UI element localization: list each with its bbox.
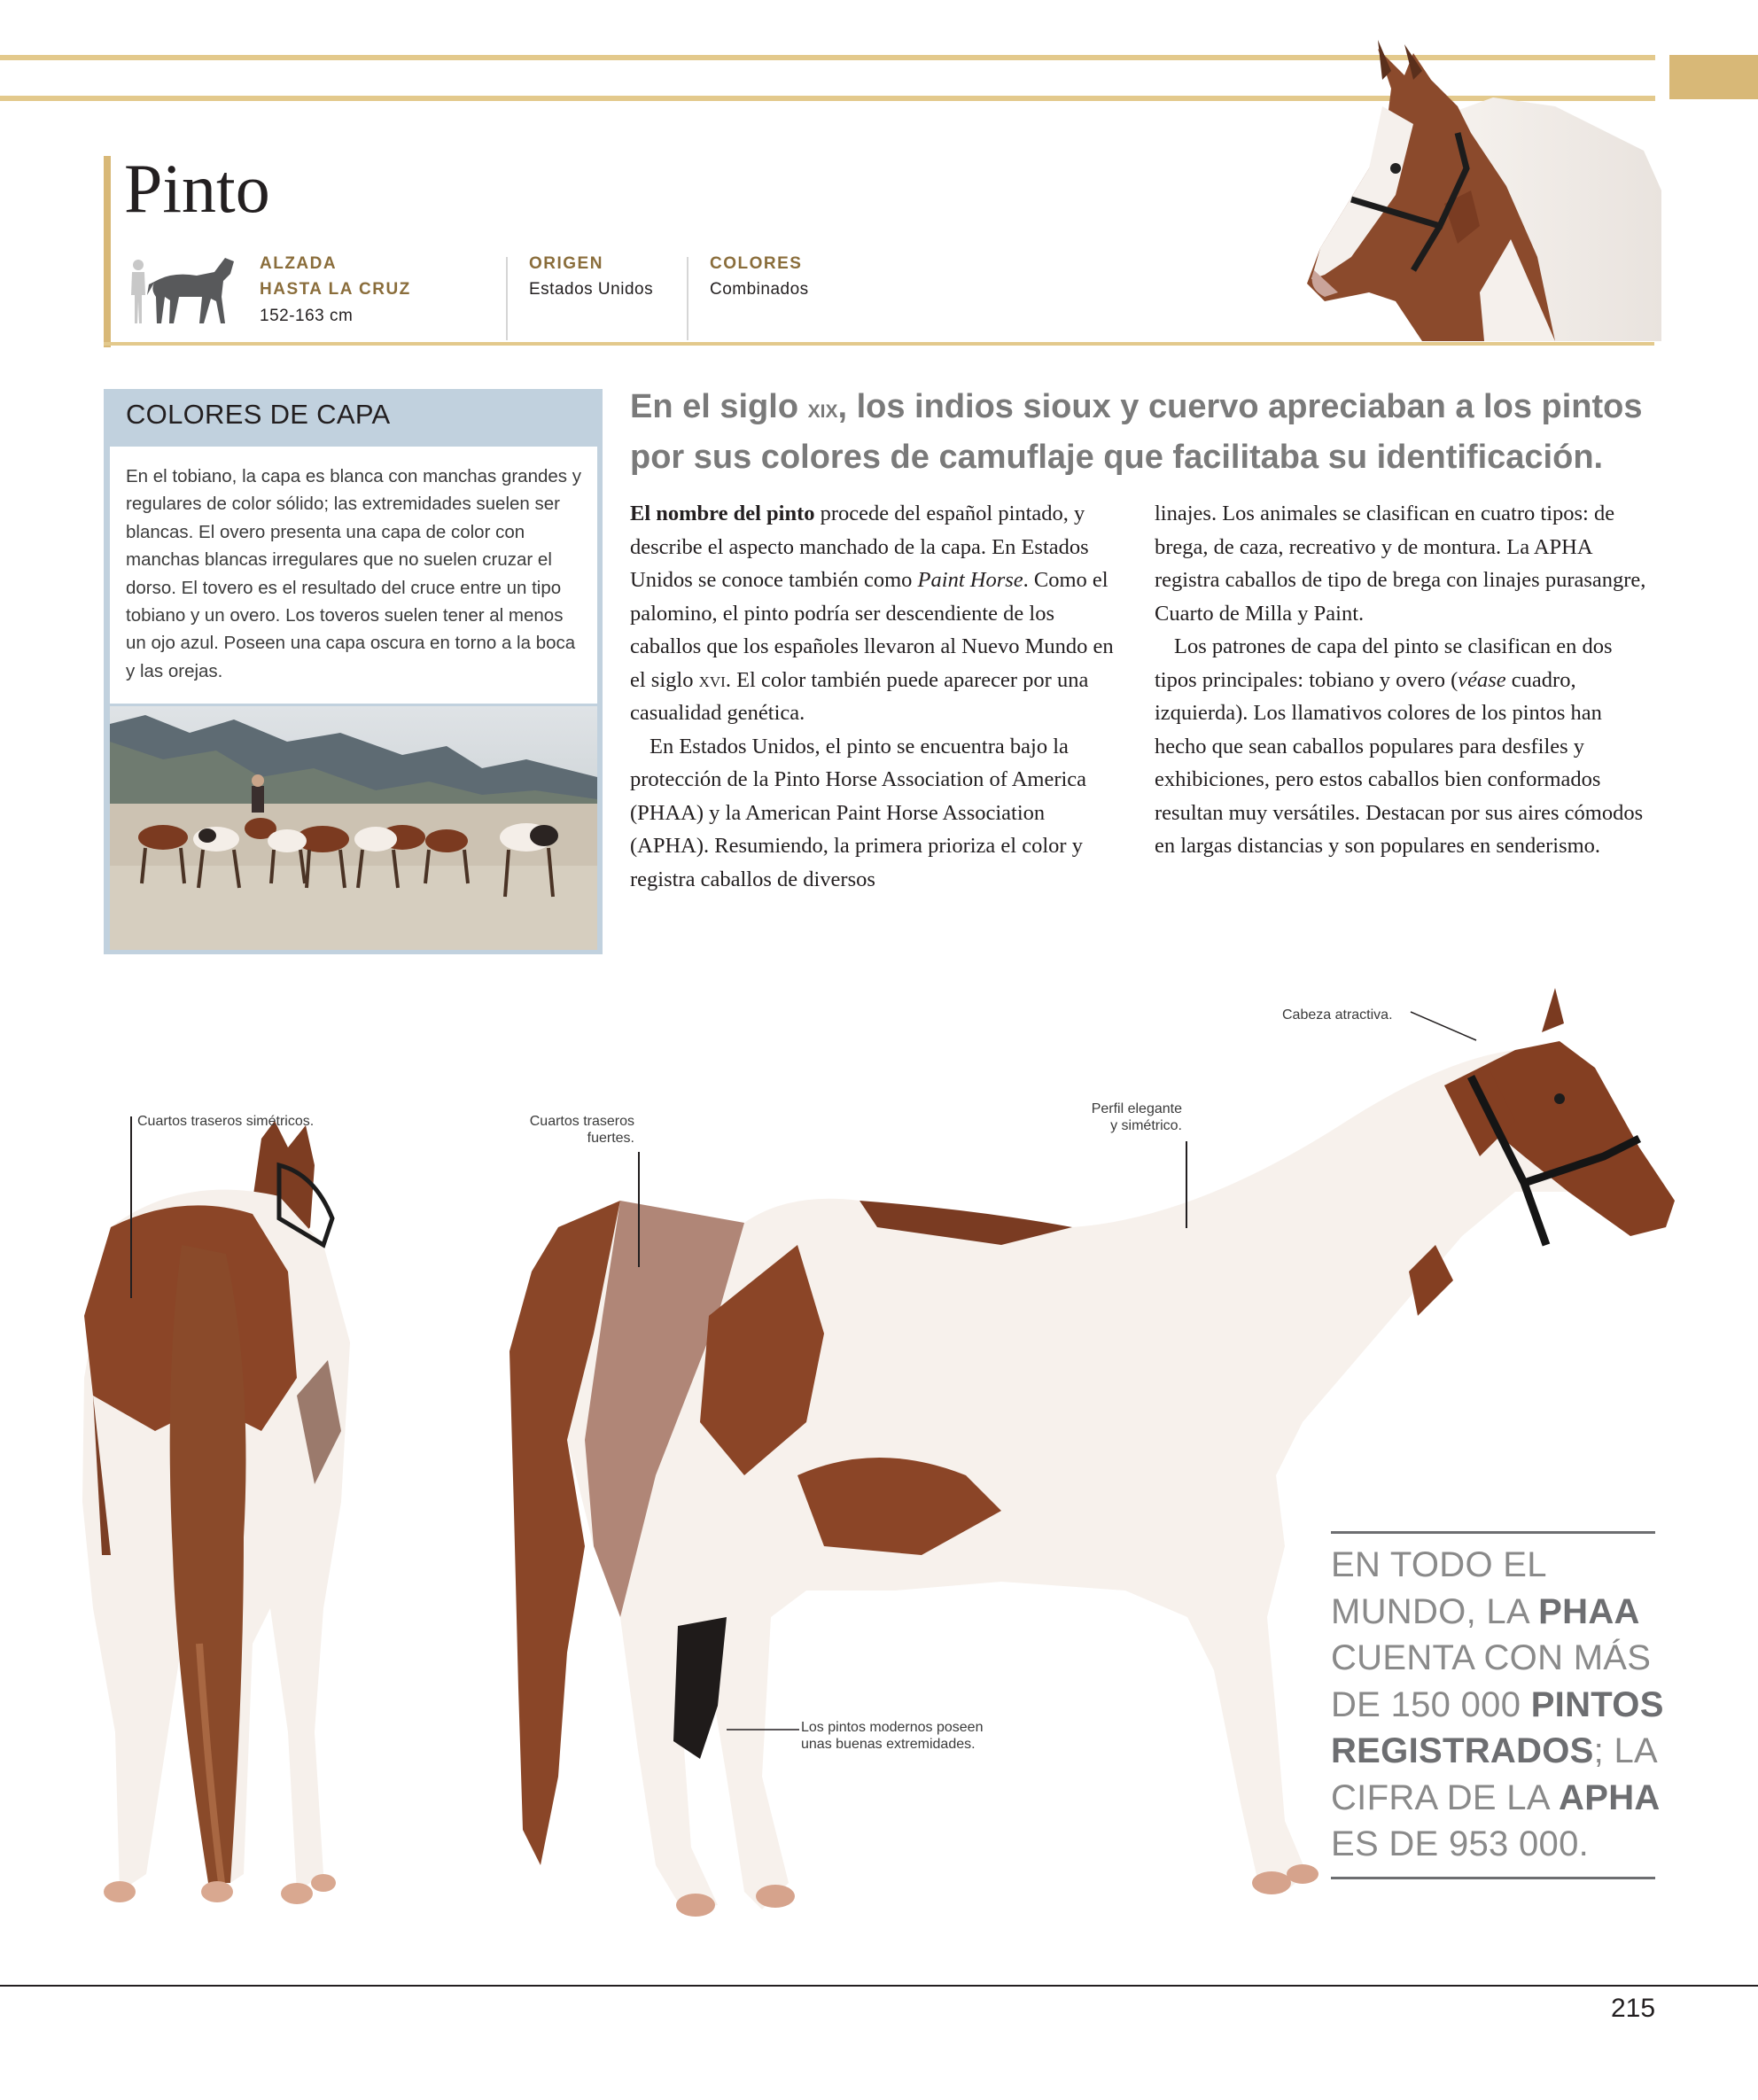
pull-quote: EN TODO EL MUNDO, LA PHAA CUENTA CON MÁS DE 150 000 PINTOS REGISTRADOS; LA CIFRA DE LA APHA ES DE 953 000. — [1331, 1545, 1664, 1863]
fact-divider — [687, 257, 688, 340]
header-bottom-rule — [104, 342, 1654, 346]
body-paragraph: En Estados Unidos, el pinto se encuentra bajo la protección de la Pinto Horse Association of America (PHAA) y la American Paint Horse Association (APHA). Resumiendo, la primera prioriza el color y registra caballos de diversos — [630, 734, 1087, 891]
page-title: Pinto — [124, 150, 270, 227]
coat-colors-heading: COLORES DE CAPA — [126, 399, 391, 430]
callout-profile: Perfil elegante y simétrico. — [1091, 1101, 1182, 1133]
callout-legs-leader — [727, 1728, 801, 1731]
callout-legs: Los pintos modernos poseen unas buenas extremidades. — [801, 1720, 984, 1752]
pinto-rear-view-photo — [75, 1112, 465, 1941]
callout-profile-leader — [1186, 1141, 1187, 1228]
horse-head-portrait — [1289, 35, 1661, 346]
page-number: 215 — [1611, 1994, 1656, 2023]
origin-value: Estados Unidos — [529, 280, 654, 299]
fact-divider — [506, 257, 508, 340]
body-paragraph: Los patrones de capa del pinto se clasifican en dos tipos principales: tobiano y overo (véase cuadro, izquierda). Los llamativos colores de los pintos han hecho que sean caballos populares para desfiles y exhibiciones, pero estos caballos bien conformados resultan muy versátiles. Destacan por sus aires cómodos en largas distancias y son populares en senderismo. — [1155, 634, 1644, 858]
coat-colors-body — [110, 447, 597, 704]
body-paragraph: linajes. Los animales se clasifican en cuatro tipos: de brega, de caza, recreativo y de montura. La APHA registra caballos de tipo de brega con linajes purasangre, Cuarto de Milla y Paint. — [1155, 502, 1646, 626]
callout-head-leader — [1409, 1010, 1480, 1046]
callout-quarters-strong: Cuartos traseros fuertes. — [529, 1114, 634, 1146]
callout-quarters-symmetric: Cuartos traseros simétricos. — [137, 1114, 315, 1129]
callout-head: Cabeza atractiva. — [1282, 1007, 1393, 1023]
herd-photo — [110, 706, 597, 950]
body-column-left — [630, 497, 1126, 896]
callout-quarters-strong-leader — [638, 1152, 640, 1267]
body-column-right — [1155, 497, 1651, 863]
section-tab — [1669, 55, 1758, 99]
colors-value: Combinados — [710, 280, 809, 299]
height-silhouette-icon — [126, 253, 241, 325]
coat-colors-text: En el tobiano, la capa es blanca con manchas grandes y regulares de color sólido; las extremidades suelen ser blancas. El overo presenta una capa de color con manchas blancas irregulares que no suelen cruzar el dorso. El tovero es el resultado del cruce entre un tipo tobiano y un overo. Los toveros suelen tener al menos un ojo azul. Poseen una capa oscura en torno a la boca y las orejas. — [126, 466, 581, 681]
footer-rule — [0, 1985, 1758, 1987]
title-accent-bar — [104, 156, 111, 347]
height-label: ALZADA HASTA LA CRUZ — [260, 254, 411, 299]
quote-rule-bottom — [1331, 1877, 1655, 1879]
origin-label: ORIGEN — [529, 254, 603, 273]
quote-rule-top — [1331, 1531, 1655, 1534]
colors-label: COLORES — [710, 254, 803, 273]
height-value: 152-163 cm — [260, 307, 354, 325]
lead-paragraph: En el siglo xix, los indios sioux y cuervo apreciaban a los pintos por sus colores de camuflaje que facilitaba su identificación. — [630, 388, 1643, 476]
callout-quarters-symmetric-leader — [130, 1116, 132, 1298]
body-paragraph: El nombre del pinto procede del español pintado, y describe el aspecto manchado de la capa. En Estados Unidos se conoce también como Paint Horse. Como el palomino, el pinto podría ser descendiente de los caballos que los españoles llevaron al Nuevo Mundo en el siglo xvi. El color también puede aparecer por una casualidad genética. — [630, 502, 1114, 725]
